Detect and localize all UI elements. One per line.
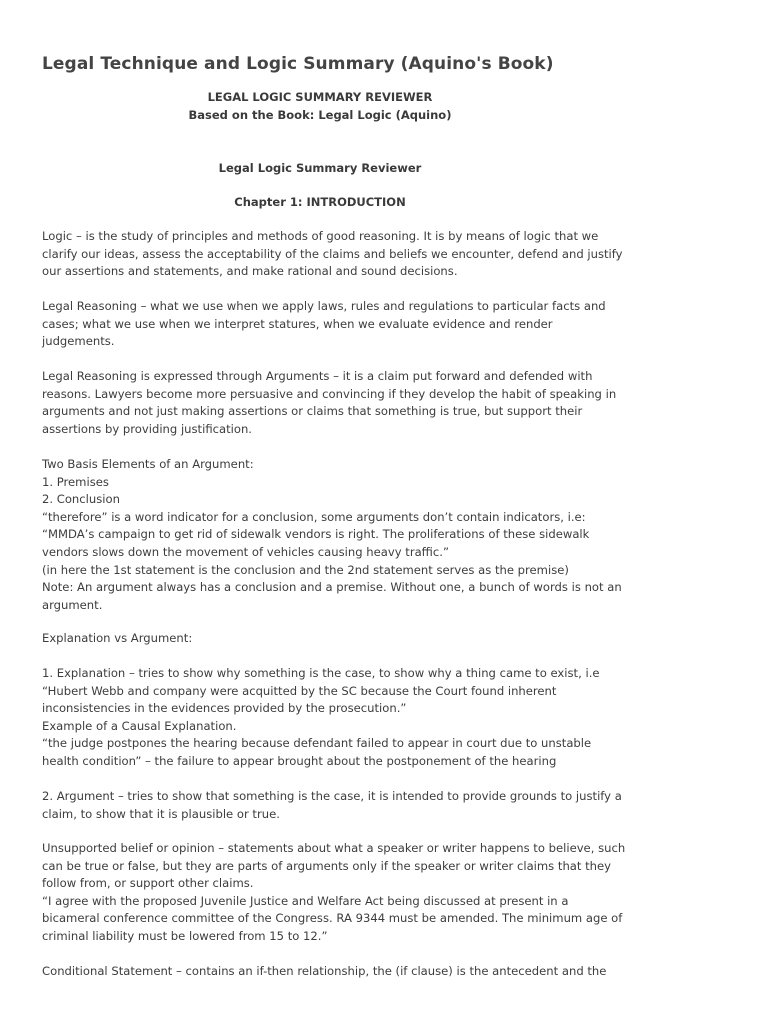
text-line: arguments and not just making assertions or claims that something is true, but support their [42,404,583,419]
text-line: inconsistencies in the evidences provided by the prosecution.” [42,701,407,716]
text-line: bicameral conference committee of the Congress. RA 9344 must be amended. The minimum age of [42,911,623,926]
text-line: vendors slows down the movement of vehicles causing heavy traffic.” [42,544,449,559]
text-line: criminal liability must be lowered from 15 to 12.” [42,928,328,943]
text-line: 1. Explanation – tries to show why something is the case, to show why a thing came to exist, i.e [42,666,600,680]
paragraph-argument [42,788,622,823]
text-line: “Hubert Webb and company were acquitted by the SC because the Court found inherent [42,683,557,698]
text-line: Two Basis Elements of an Argument: [42,457,254,471]
paragraph-logic [42,228,623,281]
paragraph-arguments [42,368,617,438]
text-line: health condition” – the failure to appear brought about the postponement of the hearing [42,753,557,768]
book-source-line: Based on the Book: Legal Logic (Aquino) [188,108,452,122]
paragraph-conditional-statement [42,963,607,981]
section-heading-explanation-vs-argument [42,630,602,648]
text-line: “the judge postpones the hearing because defendant failed to appear in court due to unstable [42,736,592,751]
paragraph-unsupported-belief [42,840,626,946]
text-line: 2. Conclusion [42,492,120,507]
text-line: Example of a Causal Explanation. [42,718,237,733]
subheading: Legal Logic Summary Reviewer [218,161,422,175]
text-line: Explanation vs Argument: [42,631,193,645]
text-line: cases; what we use when we interpret statures, when we evaluate evidence and render [42,316,553,331]
paragraph-legal-reasoning [42,298,606,351]
text-line: 1. Premises [42,474,109,489]
chapter-heading: Chapter 1: INTRODUCTION [234,195,406,209]
text-line: can be true or false, but they are parts of arguments only if the speaker or writer claims that they [42,858,612,873]
text-line: argument. [42,597,103,612]
text-line: claim, to show that it is plausible or true. [42,806,280,821]
text-line: judgements. [42,334,115,349]
text-line: Legal Reasoning – what we use when we apply laws, rules and regulations to particular facts and [42,299,606,313]
text-line: Note: An argument always has a conclusion and a premise. Without one, a bunch of words is not an [42,580,622,595]
text-line: reasons. Lawyers become more persuasive and convincing if they develop the habit of speaking in [42,386,617,401]
text-line: 2. Argument – tries to show that something is the case, it is intended to provide grounds to justify a [42,789,622,803]
text-line: “therefore” is a word indicator for a conclusion, some arguments don’t contain indicators, i.e: [42,509,586,524]
document-title: Legal Technique and Logic Summary (Aquino's Book) [42,54,554,74]
reviewer-header: LEGAL LOGIC SUMMARY REVIEWER [207,90,433,104]
text-line: (in here the 1st statement is the conclusion and the 2nd statement serves as the premise) [42,562,569,577]
paragraph-argument-elements [42,456,622,614]
text-line: clarify our ideas, assess the acceptability of the claims and beliefs we encounter, defend and justify [42,246,623,261]
text-line: Conditional Statement – contains an if-then relationship, the (if clause) is the antecedent and the [42,964,607,978]
text-line: Logic – is the study of principles and methods of good reasoning. It is by means of logic that we [42,229,599,243]
text-line: “I agree with the proposed Juvenile Justice and Welfare Act being discussed at present in a [42,893,569,908]
text-line: follow from, or support other claims. [42,876,254,891]
text-line: “MMDA’s campaign to get rid of sidewalk vendors is right. The proliferations of these sidewalk [42,527,590,542]
paragraph-explanation [42,665,602,771]
text-line: assertions by providing justification. [42,421,252,436]
text-line: Legal Reasoning is expressed through Arguments – it is a claim put forward and defended with [42,369,593,383]
text-line: our assertions and statements, and make rational and sound decisions. [42,264,458,279]
text-line: Unsupported belief or opinion – statements about what a speaker or writer happens to believe, such [42,841,626,855]
